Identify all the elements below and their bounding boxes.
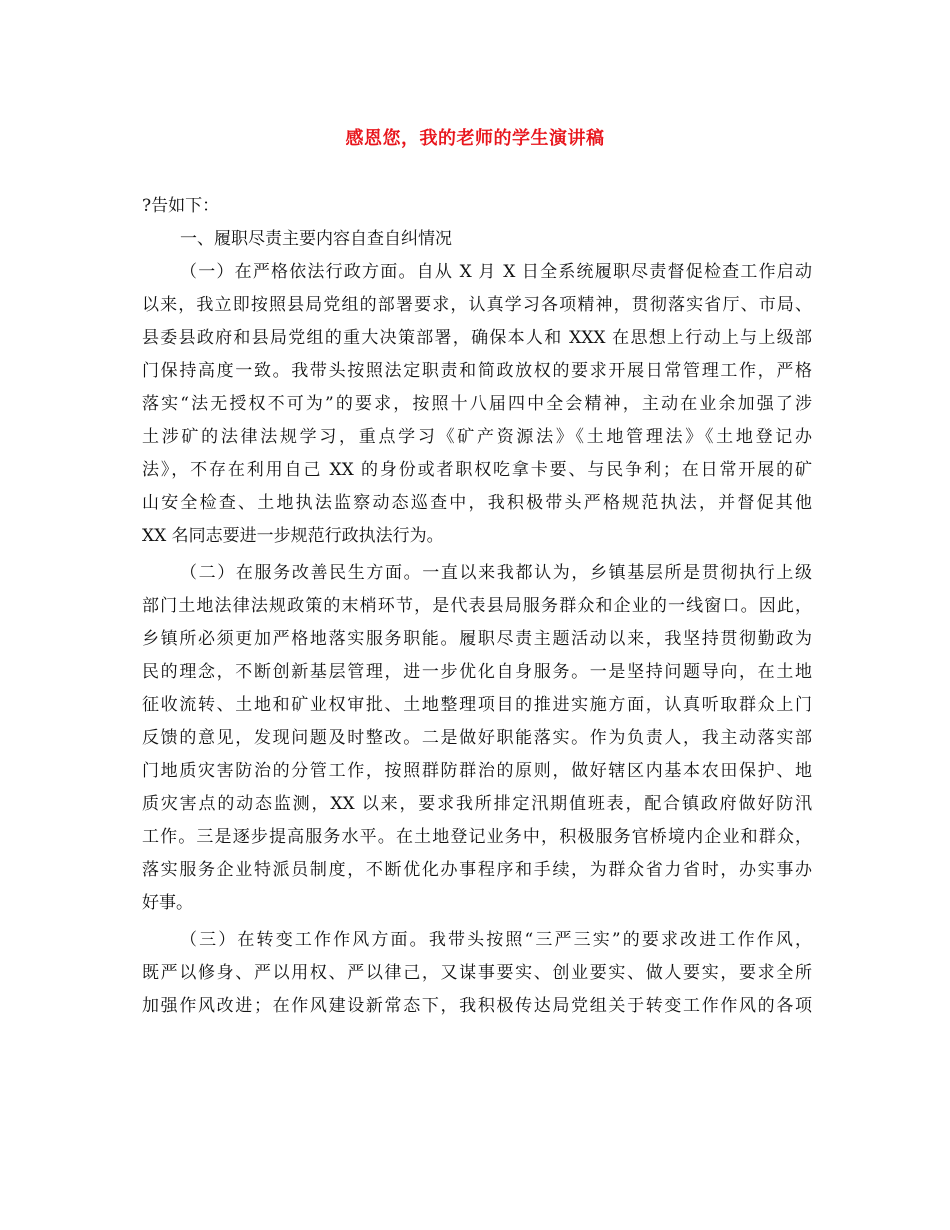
paragraph-line: 加强作风改进；在作风建设新常态下，我积极传达局党组关于转变工作作风的各项 <box>142 996 812 1016</box>
paragraph-line: 既严以修身、严以用权、严以律己，又谋事要实、创业要实、做人要实，要求全所 <box>142 963 812 983</box>
paragraph-line: （一）在严格依法行政方面。自从 X 月 X 日全系统履职尽责督促检查工作启动 <box>180 262 812 282</box>
paragraph-line: 法》，不存在利用自己 XX 的身份或者职权吃拿卡要、与民争利；在日常开展的矿 <box>142 460 812 480</box>
paragraph-line: 好事。 <box>142 893 193 913</box>
paragraph-line: 门地质灾害防治的分管工作，按照群防群治的原则，做好辖区内基本农田保护、地 <box>142 761 812 781</box>
paragraph-line: 质灾害点的动态监测，XX 以来，要求我所排定汛期值班表，配合镇政府做好防汛 <box>142 794 812 814</box>
paragraph-line: 以来，我立即按照县局党组的部署要求，认真学习各项精神，贯彻落实省厅、市局、 <box>142 295 812 315</box>
section-heading: 一、履职尽责主要内容自查自纠情况 <box>180 229 452 249</box>
paragraph-line: 落实服务企业特派员制度，不断优化办事程序和手续，为群众省力省时，办实事办 <box>142 860 812 880</box>
paragraph-line: 县委县政府和县局党组的重大决策部署，确保本人和 XXX 在思想上行动上与上级部 <box>142 328 812 348</box>
paragraph-line: 门保持高度一致。我带头按照法定职责和简政放权的要求开展日常管理工作，严格 <box>142 361 812 381</box>
paragraph-line: 部门土地法律法规政策的末梢环节，是代表县局服务群众和企业的一线窗口。因此， <box>142 596 812 616</box>
paragraph-line: 反馈的意见，发现问题及时整改。二是做好职能落实。作为负责人，我主动落实部 <box>142 728 812 748</box>
paragraph-line: ?告如下： <box>142 196 220 216</box>
paragraph-line: 山安全检查、土地执法监察动态巡查中，我积极带头严格规范执法，并督促其他 <box>142 493 812 513</box>
paragraph-line: 民的理念，不断创新基层管理，进一步优化自身服务。一是坚持问题导向，在土地 <box>142 662 812 682</box>
paragraph-line: 工作。三是逐步提高服务水平。在土地登记业务中，积极服务官桥境内企业和群众， <box>142 827 812 847</box>
paragraph-line: XX 名同志要进一步规范行政执法行为。 <box>142 526 444 546</box>
paragraph-line: （三）在转变工作作风方面。我带头按照“三严三实”的要求改进工作作风， <box>180 930 812 950</box>
document-title: 感恩您，我的老师的学生演讲稿 <box>345 128 605 149</box>
paragraph-line: （二）在服务改善民生方面。一直以来我都认为，乡镇基层所是贯彻执行上级 <box>180 563 812 583</box>
paragraph-line: 乡镇所必须更加严格地落实服务职能。履职尽责主题活动以来，我坚持贯彻勤政为 <box>142 629 812 649</box>
paragraph-line: 落实“法无授权不可为”的要求，按照十八届四中全会精神，主动在业余加强了涉 <box>142 394 812 414</box>
document-body <box>142 190 812 1023</box>
paragraph-line: 征收流转、土地和矿业权审批、土地整理项目的推进实施方面，认真听取群众上门 <box>142 695 812 715</box>
paragraph-line: 土涉矿的法律法规学习，重点学习《矿产资源法》《土地管理法》《土地登记办 <box>142 427 812 447</box>
